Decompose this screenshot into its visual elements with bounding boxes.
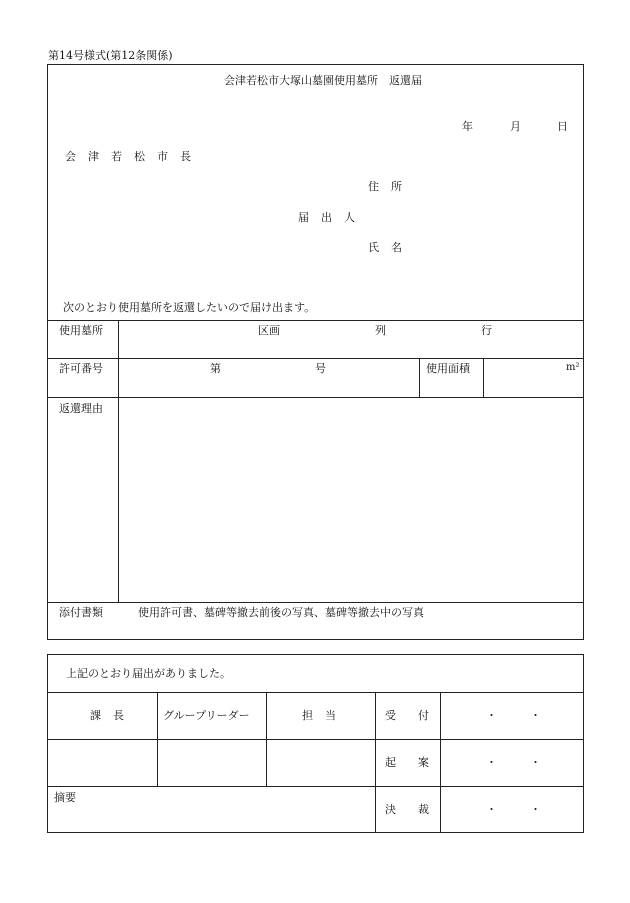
attachments-label: 添付書類 (59, 606, 103, 619)
form-code: 第14号様式(第12条関係) (48, 49, 173, 62)
notifier-label: 届出人 (298, 211, 367, 224)
remarks-divider (47, 786, 375, 787)
area-label-divider (419, 358, 420, 397)
row-divider (47, 358, 584, 359)
plot-row-label: 行 (481, 324, 492, 337)
plot-section-label: 区画 (258, 324, 280, 337)
row-divider (47, 602, 584, 603)
decision-date: ・ ・ (486, 803, 541, 816)
office-col-divider (375, 692, 376, 833)
permit-go-label: 号 (315, 362, 326, 375)
office-divider (47, 739, 584, 740)
statement-text: 次のとおり使用墓所を返還したいので届け出ます。 (63, 301, 316, 314)
office-divider (375, 786, 584, 787)
table-top-line (47, 320, 584, 321)
office-col-divider (266, 692, 267, 786)
remarks-label: 摘要 (54, 791, 76, 804)
group-leader-label: グループリーダー (163, 709, 250, 722)
area-unit: m² (566, 362, 580, 373)
office-col-divider (157, 692, 158, 786)
receipt-date: ・ ・ (486, 709, 541, 722)
decision-label: 決裁 (385, 803, 451, 816)
date-day-label: 日 (557, 120, 568, 133)
received-note: 上記のとおり届出がありました。 (66, 667, 231, 680)
addressee: 会津若松市長 (65, 150, 203, 163)
address-label: 住所 (368, 180, 414, 193)
area-value-divider (483, 358, 484, 397)
area-label: 使用面積 (426, 362, 470, 375)
label-column-divider (118, 320, 119, 602)
plot-column-label: 列 (375, 324, 386, 337)
staff-label: 担当 (302, 709, 348, 722)
permit-label: 許可番号 (59, 362, 103, 375)
chief-label: 課長 (90, 709, 136, 722)
row-divider (47, 397, 584, 398)
draft-date: ・ ・ (486, 756, 541, 769)
name-label: 氏名 (368, 241, 414, 254)
permit-dai-label: 第 (210, 362, 221, 375)
date-month-label: 月 (510, 120, 521, 133)
date-year-label: 年 (462, 120, 473, 133)
receipt-label: 受付 (385, 709, 451, 722)
attachments-value: 使用許可書、墓碑等撤去前後の写真、墓碑等撤去中の写真 (138, 606, 424, 619)
draft-label: 起案 (385, 756, 451, 769)
office-divider (47, 692, 584, 693)
reason-label: 返還理由 (59, 402, 103, 415)
plot-label: 使用墓所 (59, 324, 103, 337)
form-title: 会津若松市大塚山墓園使用墓所 返還届 (224, 74, 422, 87)
